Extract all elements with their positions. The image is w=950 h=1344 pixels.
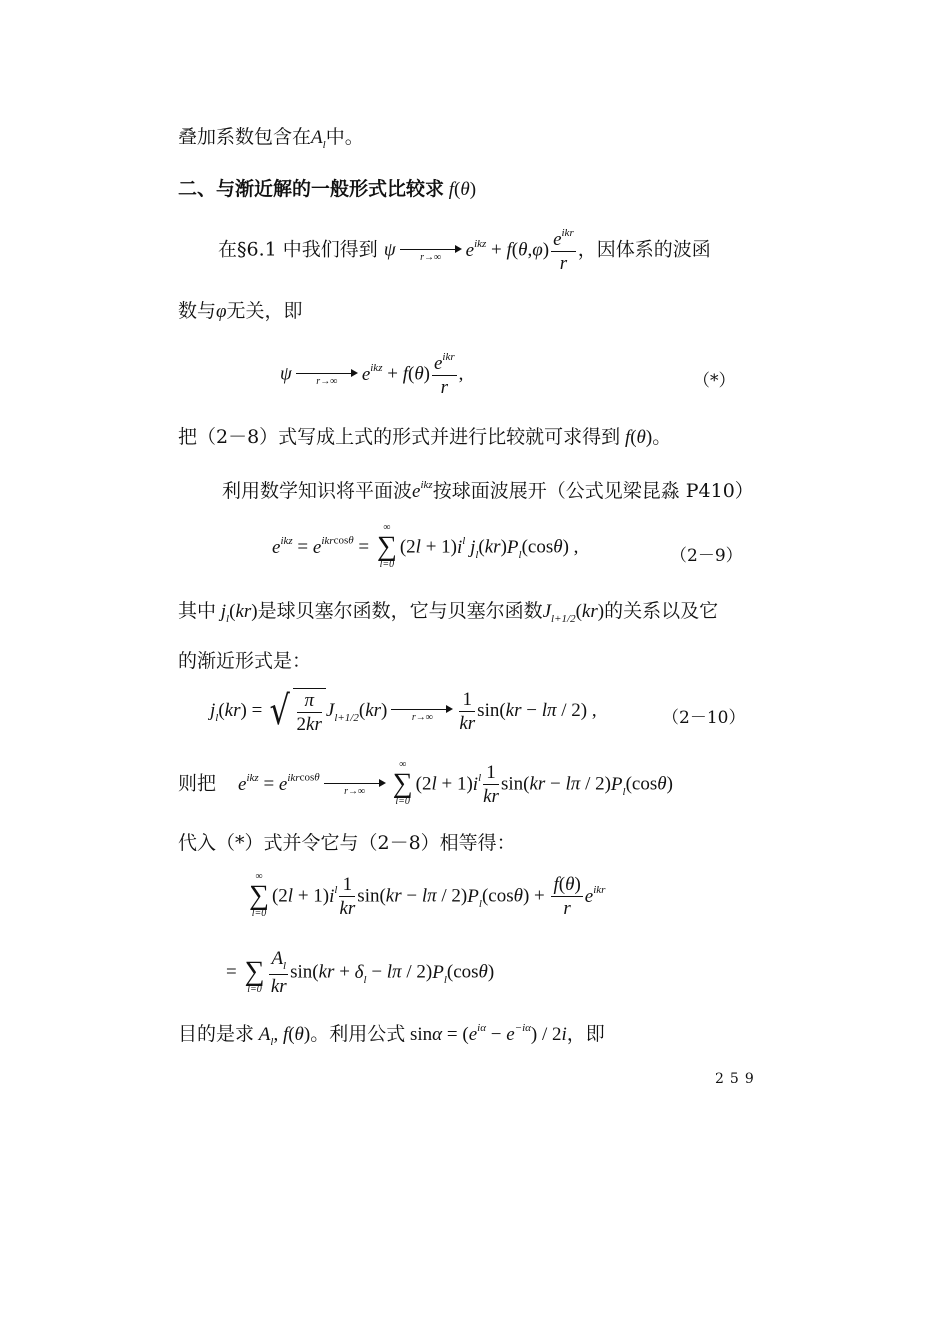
text: 无关，即: [226, 300, 303, 322]
equation-star: ψ r→∞ $e^{ikz} + f(\theta)$ $\frac{e^{ikr}}{r}$ ,: [280, 351, 464, 398]
paragraph-substitute: 则把 $e^{ikz} = e^{ikrcos\theta}$ r→∞ ∞ ∑ l=0 $(2l + 1)i^l$ $\frac{1}{kr}$ $\sin(kr - l\pi / 2)P_l(\cos\theta)$: [178, 759, 673, 807]
equation-number-2-10: （2－10）: [662, 708, 746, 728]
text: 。利用公式: [310, 1023, 406, 1045]
text: 的关系以及它: [604, 600, 719, 622]
text: 。: [652, 426, 672, 448]
paragraph-compare: 把（2－8）式写成上式的形式并进行比较就可求得到 f(θ)。: [178, 426, 672, 448]
text: ，即: [566, 1023, 605, 1045]
paragraph-substitute-into: 代入（*）式并令它与（2－8）相等得：: [178, 832, 516, 854]
sum-symbol: ∞ ∑ l=0: [392, 759, 413, 807]
text: 数与: [178, 300, 217, 322]
text: 是球贝塞尔函数，它与贝塞尔函数: [257, 600, 543, 622]
equation-number-2-9: （2－9）: [670, 546, 743, 566]
paragraph-bessel: 其中 $j_l(kr)$是球贝塞尔函数，它与贝塞尔函数$J_{l+1/2}(kr)$的关系以及它: [178, 600, 719, 625]
equation-lhs: ∞ ∑ l=0 $(2l + 1)i^l$ $\frac{1}{kr}$ $\sin(kr - l\pi / 2)P_l(\cos\theta)$ + $\frac{f(\theta)}{r}$ $e^{ikr}$: [249, 871, 606, 919]
text: 利用数学知识将平面波: [222, 480, 413, 502]
text: ，因体系的波函: [577, 238, 711, 261]
fraction: $\frac{e^{ikr}}{r}$: [553, 227, 574, 274]
text: 把（2－8）式写成上式的形式并进行比较就可求得到: [178, 426, 621, 448]
math-psi: ψ: [383, 239, 396, 261]
sqrt: √ $\frac{\pi}{2kr}$: [267, 688, 326, 734]
sum-symbol: ∑ l=0: [244, 956, 265, 995]
paragraph-superposition: [178, 128, 364, 151]
equation-rhs: = ∑ l=0 $\frac{A_l}{kr}$ $\sin(kr + \delta_l - l\pi / 2)P_l(\cos\theta)$: [226, 948, 495, 997]
paragraph-asymptotic: 的渐近形式是：: [178, 650, 312, 672]
text: 则把: [178, 772, 217, 795]
page-number: 259: [715, 1071, 760, 1087]
arrow-limit: r→∞: [391, 702, 453, 720]
text: 中。: [325, 126, 364, 148]
arrow-limit: r→∞: [296, 366, 358, 384]
sum-symbol: ∞ ∑ l=0: [376, 522, 397, 570]
text: 在§6.1 中我们得到: [218, 238, 378, 261]
section-heading: 二、与渐近解的一般形式比较求 f(θ): [178, 178, 477, 200]
fraction: $\frac{e^{ikr}}{r}$: [433, 351, 455, 398]
sum-symbol: ∞ ∑ l=0: [249, 871, 269, 919]
math-phi: φ: [216, 301, 227, 322]
text: 按球面波展开（公式见梁昆淼 P410）: [432, 480, 754, 502]
text: 叠加系数包含在: [178, 126, 312, 148]
equation-2-9: $e^{ikz} = e^{ikrcos\theta}$ = ∞ ∑ l=0 $(2l + 1)i^l$ $j_l(kr)P_l(\cos\theta)$ ,: [272, 522, 579, 570]
math-A-l: $A_l$: [311, 127, 326, 151]
math-f-theta: f: [444, 179, 455, 200]
heading-text: 二、与渐近解的一般形式比较求: [178, 178, 445, 200]
text: 其中: [178, 600, 217, 622]
equation-number-star: （*）: [693, 371, 736, 391]
paragraph-phi: [178, 302, 303, 321]
arrow-limit: r→∞: [324, 776, 386, 794]
arrow-limit: r→∞: [400, 242, 462, 260]
equation-2-10: $j_l(kr)$ = √ $\frac{\pi}{2kr}$ $J_{l+1/2}(kr)$ r→∞ $\frac{1}{kr}$ sin(kr − lπ / 2) ,: [210, 688, 597, 735]
paragraph-6-1: 在§6.1 中我们得到 ψ r→∞ $e^{ikz} + f(\theta,\varphi)$ $\frac{e^{ikr}}{r}$ ，因体系的波函: [218, 227, 711, 274]
text: 目的是求: [178, 1023, 255, 1045]
paragraph-expansion: 利用数学知识将平面波$e^{ikz}$按球面波展开（公式见梁昆淼 P410）: [222, 479, 754, 502]
paragraph-goal: 目的是求 $A_l$, f(θ)。利用公式 $\sin\alpha = (e^{i\alpha} - e^{-i\alpha}) / 2i$，即: [178, 1022, 605, 1048]
